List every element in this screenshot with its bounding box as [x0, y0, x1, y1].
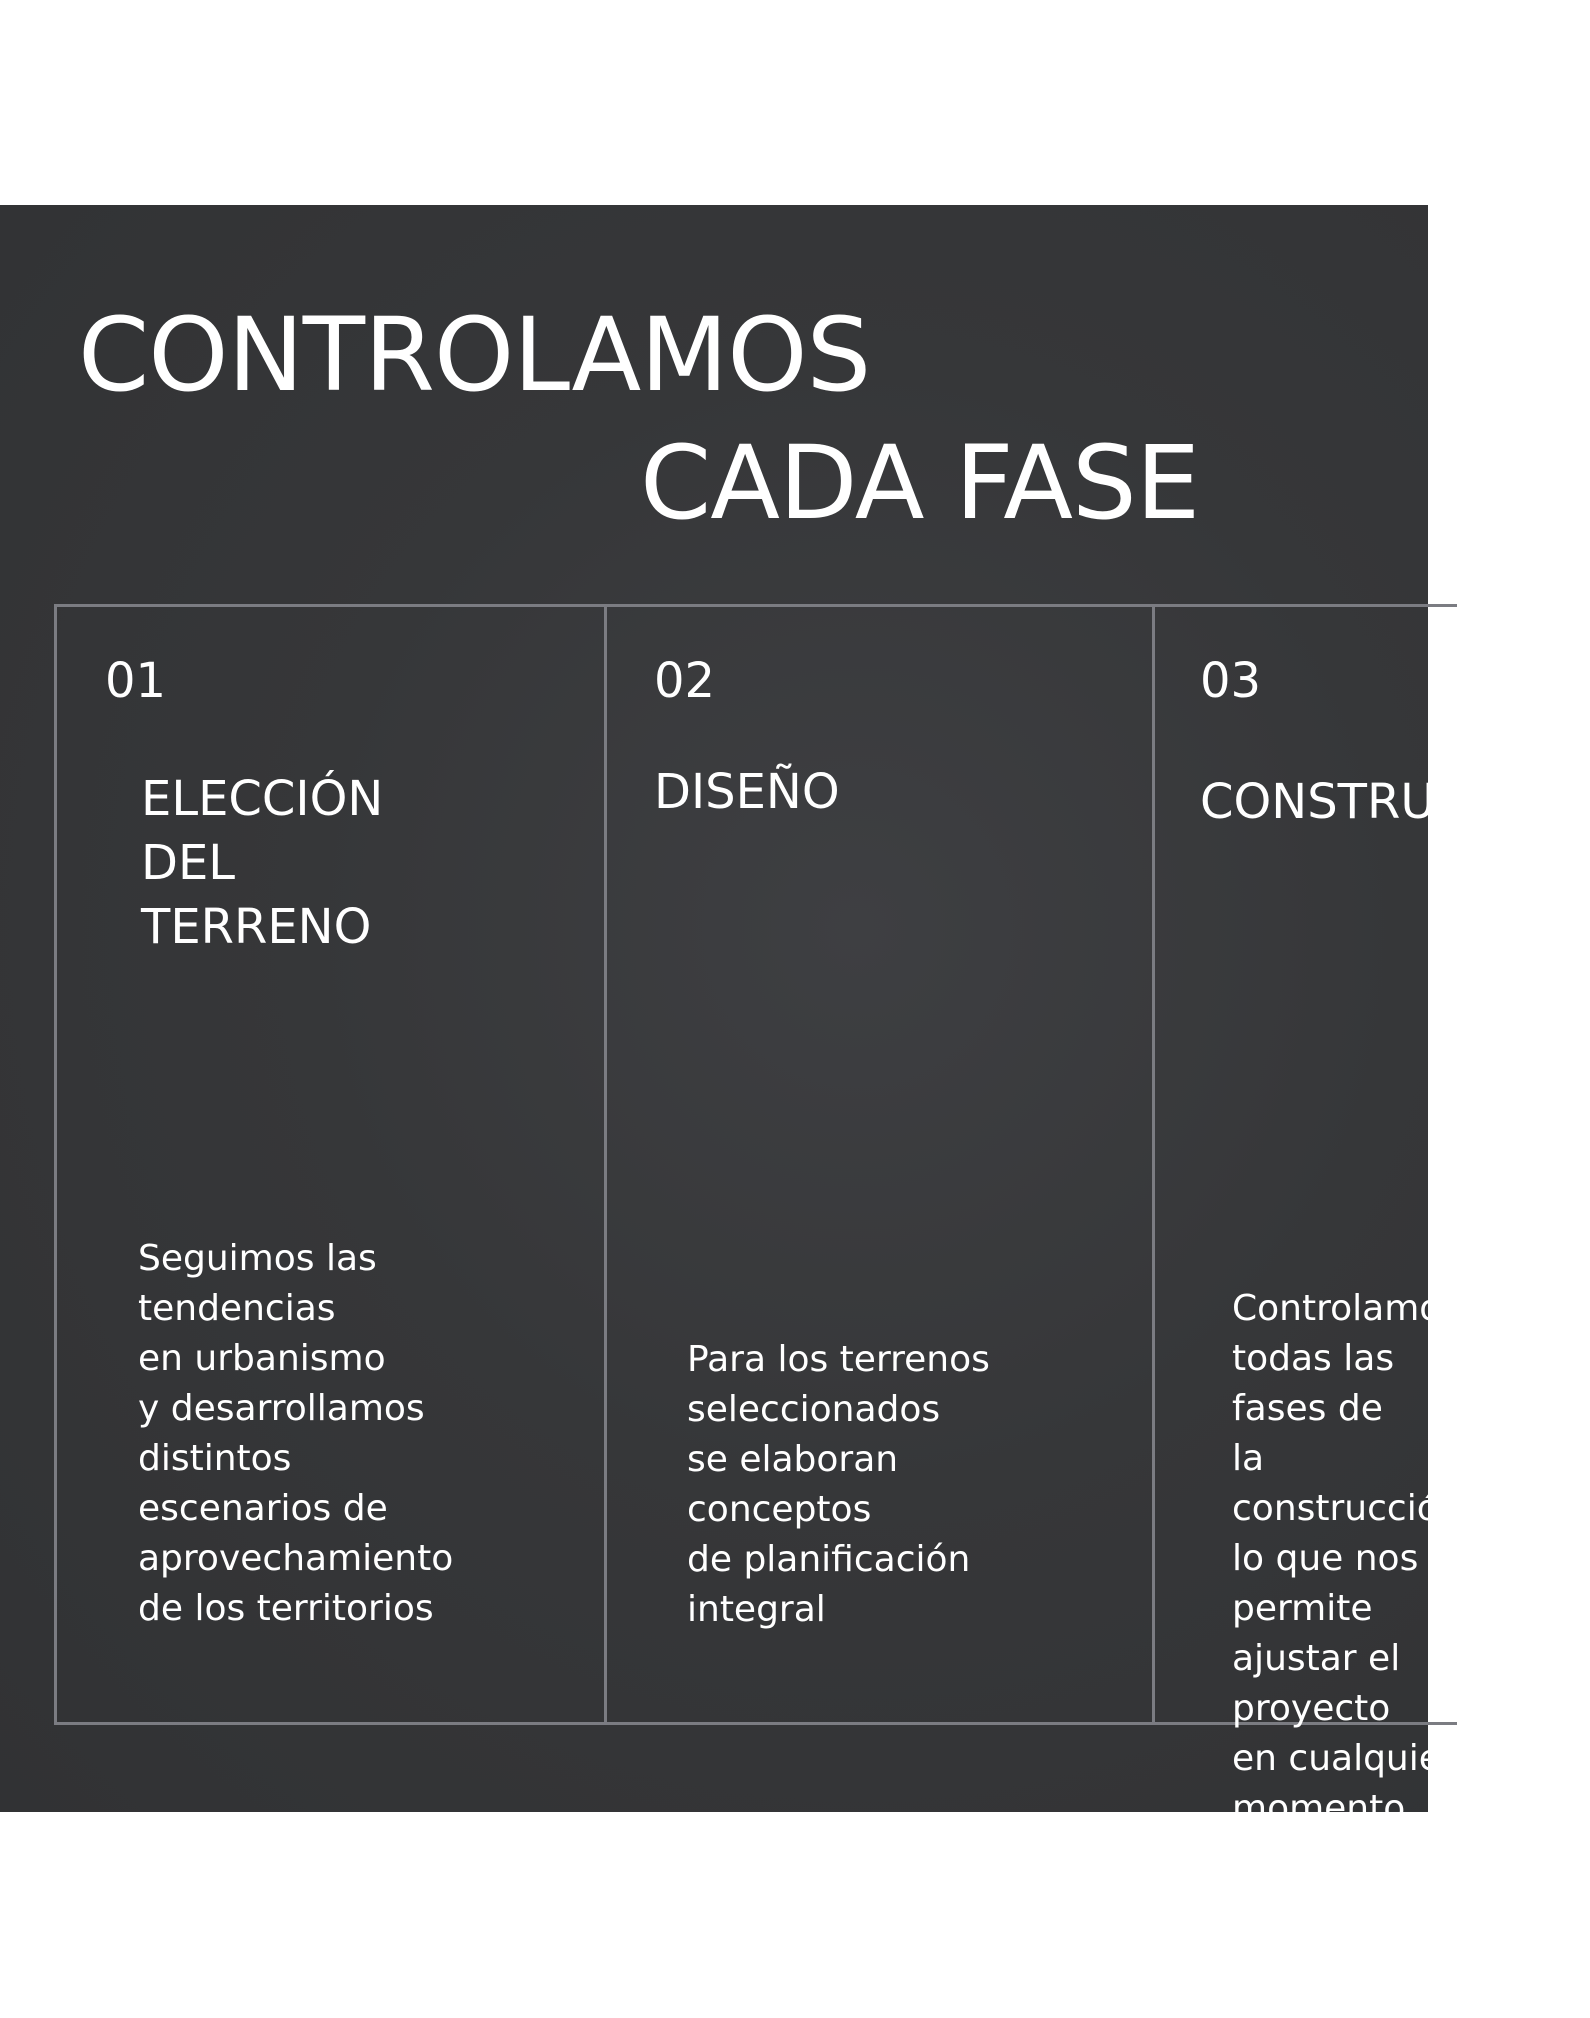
phase-3-heading: CONSTRUCCIÓN	[1200, 774, 1590, 830]
phase-2-heading: DISEÑO	[654, 764, 840, 820]
phase-1-number: 01	[105, 653, 167, 709]
title-line-2: CADA FASE	[640, 424, 1200, 543]
column-divider	[604, 607, 607, 1722]
phase-3-description: Controlamos todas las fases de la construcción, lo que nos permite ajustar el proyecto en cualquier momento	[1232, 1288, 1473, 1829]
column-divider	[1152, 607, 1155, 1722]
phase-1-description: Seguimos las tendencias en urbanismo y desarrollamos distintos escenarios de aprovechamiento de los territorios	[138, 1238, 454, 1629]
phase-2-number: 02	[654, 653, 716, 709]
phase-1-heading: ELECCIÓN DEL TERRENO	[141, 771, 384, 955]
dark-panel	[0, 205, 1590, 1829]
phases-grid	[54, 604, 1590, 1829]
title-line-1: CONTROLAMOS	[78, 296, 871, 415]
phase-3-number: 03	[1200, 653, 1262, 709]
phase-2-description: Para los terrenos seleccionados se elaboran conceptos de planificación integral	[687, 1339, 990, 1630]
